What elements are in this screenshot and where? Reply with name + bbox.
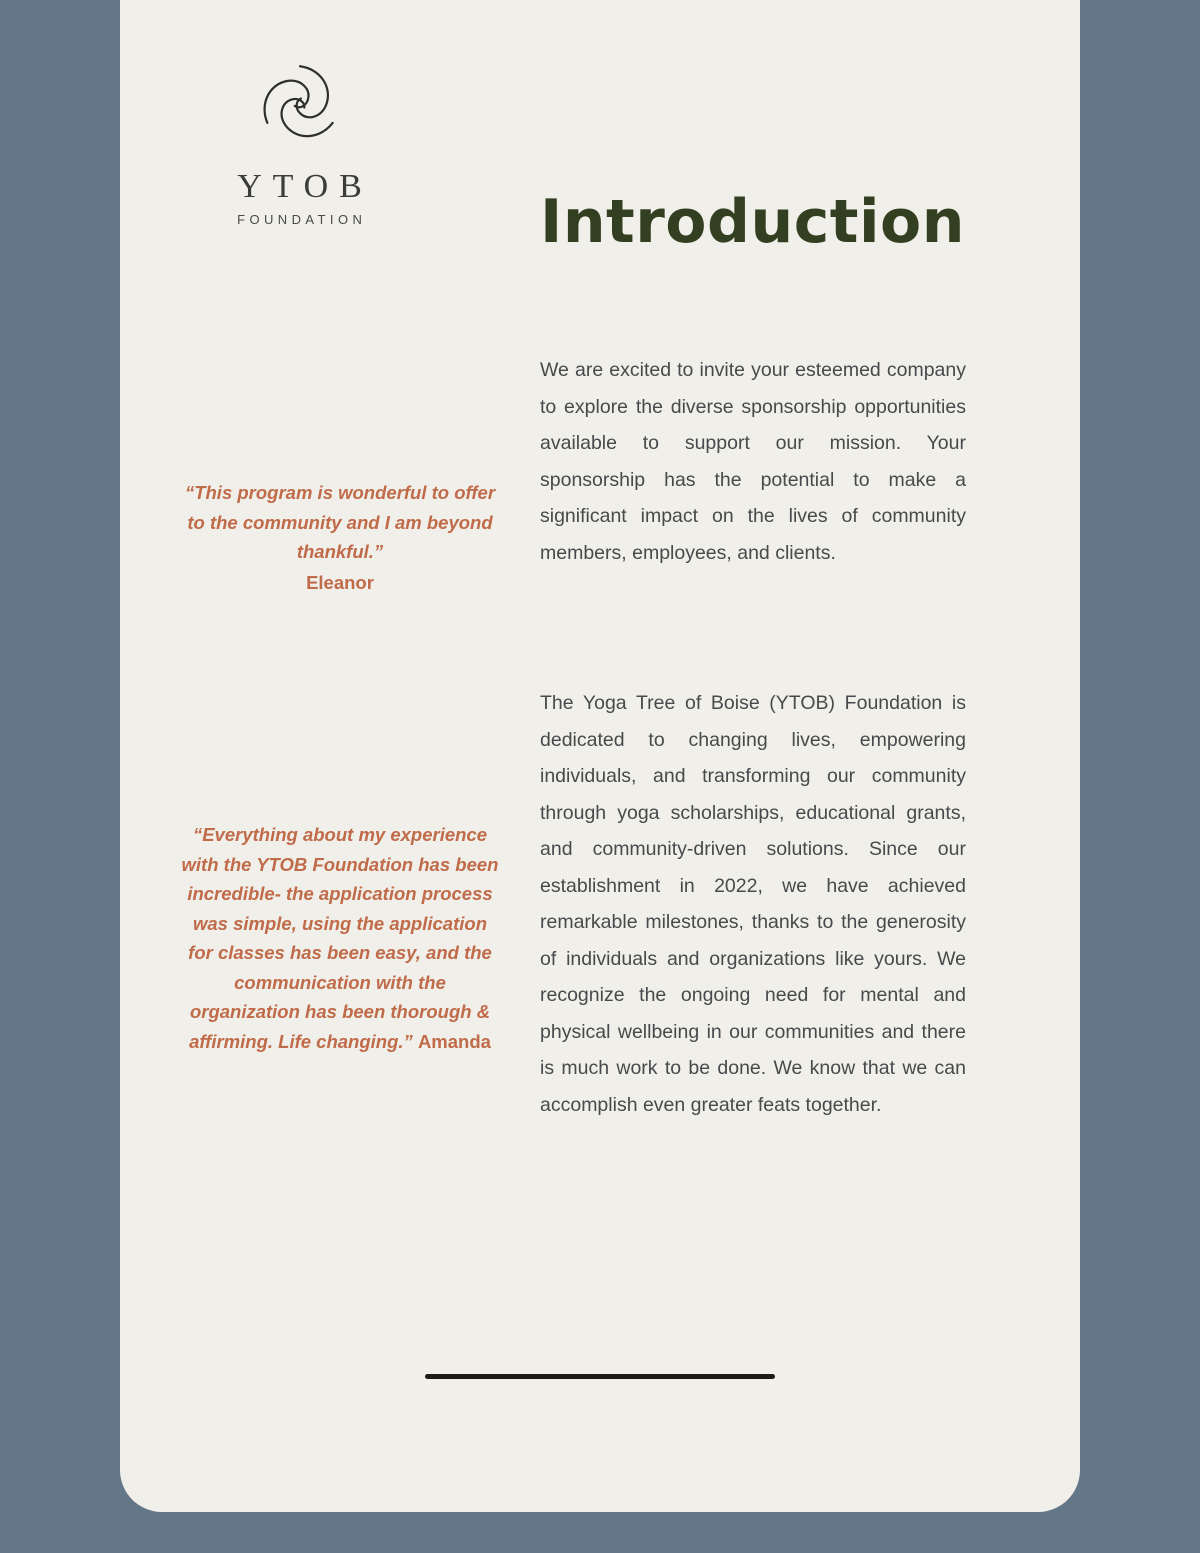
page-title: Introduction [540,187,965,257]
swirl-logo-icon [254,58,346,150]
testimonial-attribution-name: Amanda [417,1030,491,1052]
footer-divider-line [425,1374,775,1379]
content-card [120,0,1080,1512]
intro-paragraph-2: The Yoga Tree of Boise (YTOB) Foundation is dedicated to changing lives, empowering individuals, and transforming our community through yoga scholarships, educational grants, and community-driven solutions. Since our establishment in 2022, we have achieved remarkable milestones, thanks to the generosity of individuals and organizations like yours. We recognize the ongoing need for mental and physical wellbeing in our communities and there is much work to be done. We know that we can accomplish even greater feats together. [540,692,966,1116]
testimonial-amanda [180,820,500,1056]
testimonial-quote: “Everything about my experience with the YTOB Foundation has been incredible- the application process was simple, using the application for classes has been easy, and the communication with the organization has been thorough & affirming. Life changing.” [181,824,499,1052]
testimonial-quote: “This program is wonderful to offer to the community and I am beyond thankful.” [184,482,496,562]
logo-block [202,58,397,227]
testimonial-attribution: Eleanor [306,571,374,593]
intro-paragraph-1: We are excited to invite your esteemed company to explore the diverse sponsorship opportunities available to support our mission. Your sponsorship has the potential to make a significant impact on the lives of community members, employees, and clients. [540,359,966,564]
testimonial-attribution [418,1031,491,1052]
logo-subtitle: FOUNDATION [237,212,367,227]
testimonial-eleanor [180,478,500,597]
logo-wordmark: YTOB [237,168,373,205]
